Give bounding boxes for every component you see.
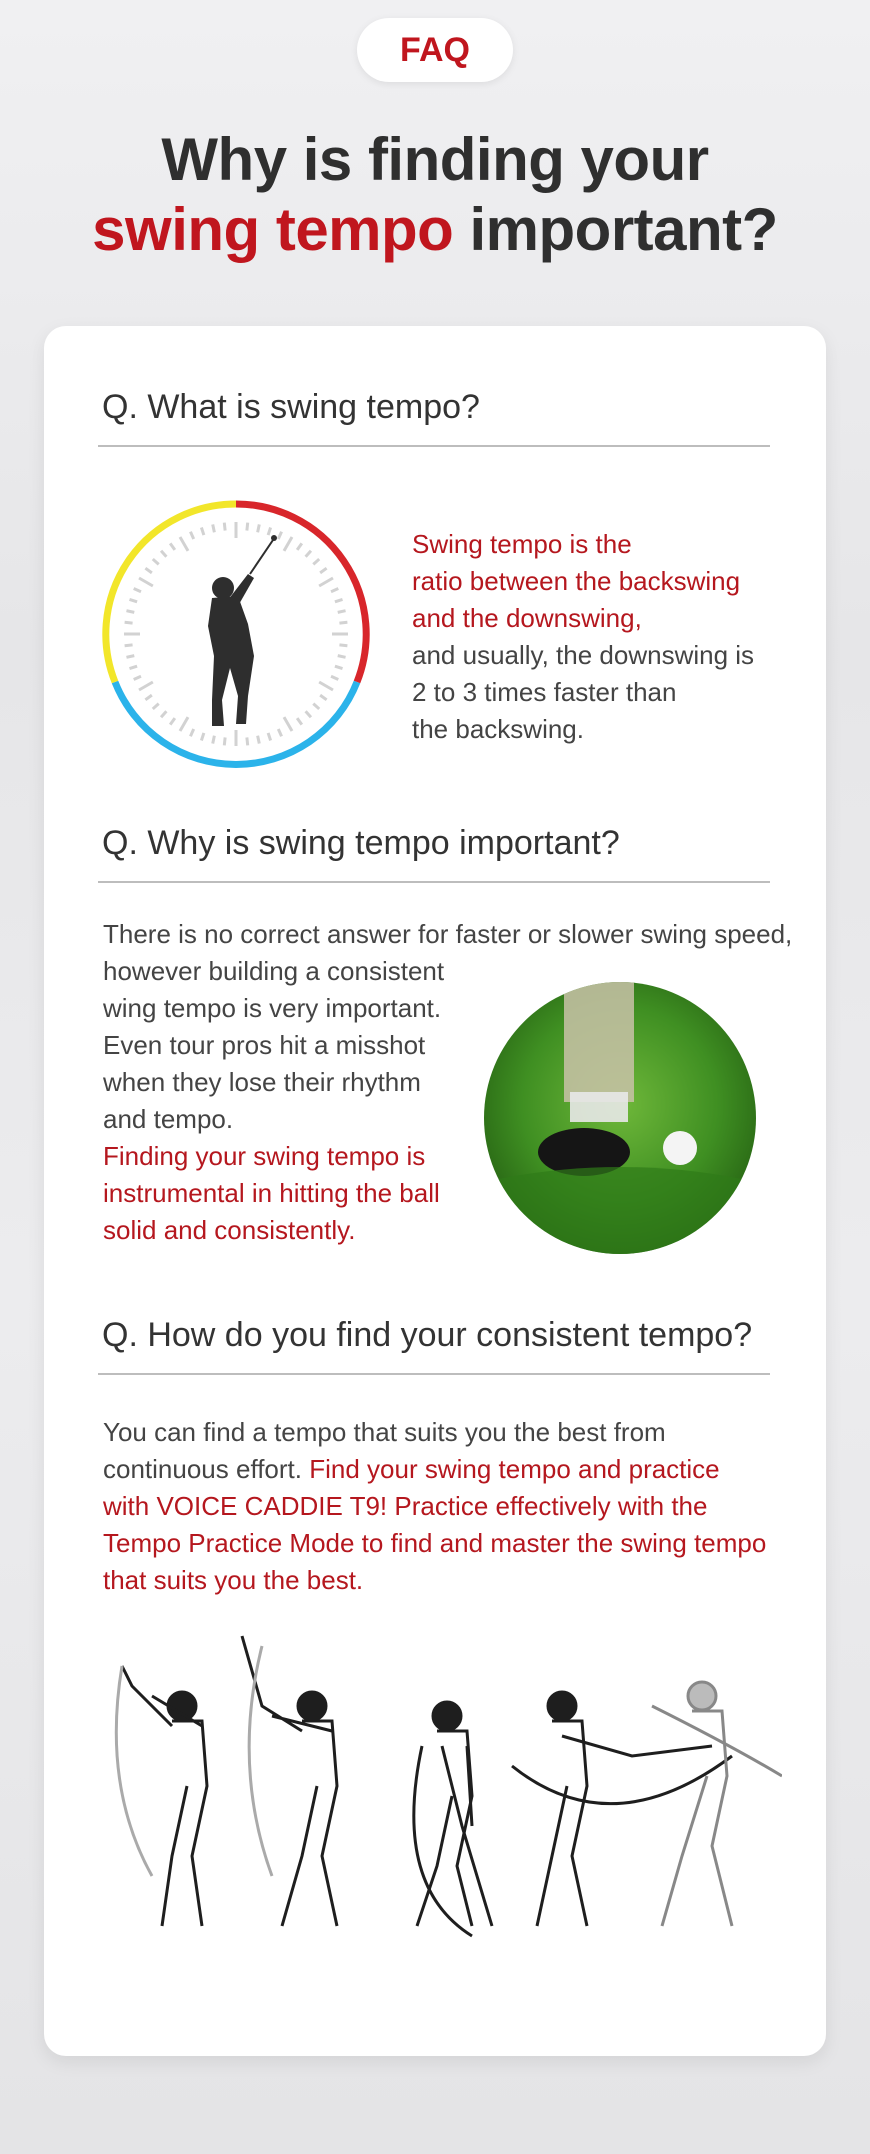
headline-highlight: swing tempo: [92, 196, 454, 263]
clock-tick: [126, 656, 134, 658]
clock-tick: [313, 559, 319, 564]
clock-tick: [278, 729, 281, 736]
definition-line: Swing tempo is the: [412, 529, 632, 559]
clock-tick: [268, 527, 270, 535]
clock-tick: [278, 532, 281, 539]
clock-tick: [320, 568, 326, 573]
clock-tick: [125, 645, 133, 646]
clock-tick: [306, 551, 311, 557]
faq-card: [44, 326, 826, 2056]
faq-badge: FAQ: [357, 18, 513, 82]
headline-line-2: [0, 195, 870, 265]
question-why-important: Q. Why is swing tempo important?: [102, 824, 620, 862]
how-line: that suits you the best.: [103, 1565, 364, 1595]
importance-line: Finding your swing tempo is: [103, 1141, 426, 1171]
importance-line: instrumental in hitting the ball: [103, 1178, 440, 1208]
definition-line: and the downswing,: [412, 603, 642, 633]
tempo-definition: [412, 526, 754, 748]
golf-swing-sequence-illustration: [92, 1626, 782, 1966]
how-line: Tempo Practice Mode to find and master the swing tempo: [103, 1528, 767, 1558]
clock-tick: [320, 695, 326, 700]
clock-tick: [129, 666, 137, 668]
importance-line: wing tempo is very important.: [103, 993, 442, 1023]
headline-line-1: Why is finding your: [161, 126, 709, 193]
clock-tick: [284, 717, 292, 731]
clock-tick: [284, 537, 292, 551]
clock-tick: [297, 718, 302, 724]
clock-tick: [129, 599, 137, 601]
importance-line: Even tour pros hit a misshot: [103, 1030, 426, 1060]
clock-tick: [335, 599, 343, 601]
section-divider: [98, 881, 770, 883]
clock-tick: [331, 588, 338, 591]
clock-tick: [268, 733, 270, 741]
clock-tick: [338, 656, 346, 658]
definition-line: 2 to 3 times faster than: [412, 677, 677, 707]
clock-tick: [319, 682, 333, 690]
how-line: You can find a tempo that suits you the best from: [103, 1417, 666, 1447]
clock-tick: [139, 682, 153, 690]
clock-tick: [161, 711, 166, 717]
clock-tick: [153, 559, 159, 564]
clock-tick: [134, 588, 141, 591]
importance-line: solid and consistently.: [103, 1215, 356, 1245]
clock-tick: [213, 524, 215, 532]
tempo-clock-golfer-icon: [98, 496, 374, 772]
how-line-plain: continuous effort.: [103, 1454, 310, 1484]
clock-tick: [297, 543, 302, 549]
clock-tick: [331, 676, 338, 679]
clock-tick: [258, 524, 260, 532]
how-line-red: Find your swing tempo and practice: [309, 1454, 720, 1484]
clock-tick: [224, 737, 225, 745]
clock-tick: [145, 568, 151, 573]
how-text: [103, 1414, 766, 1599]
clock-tick: [247, 523, 248, 531]
importance-line: There is no correct answer for faster or slower swing speed,: [103, 919, 793, 949]
definition-line: and usually, the downswing is: [412, 640, 755, 670]
clock-tick: [306, 711, 311, 717]
importance-line: however building a consistent: [103, 956, 445, 986]
clock-tick: [335, 666, 343, 668]
clock-tick: [339, 645, 347, 646]
clock-tick: [126, 611, 134, 613]
importance-line: when they lose their rhythm: [103, 1067, 421, 1097]
definition-line: the backswing.: [412, 714, 584, 744]
clock-tick: [161, 551, 166, 557]
clock-tick: [338, 611, 346, 613]
question-how-find: Q. How do you find your consistent tempo?: [102, 1316, 753, 1354]
clock-tick: [319, 578, 333, 586]
page-headline: [0, 125, 870, 265]
clock-tick: [313, 704, 319, 709]
section-divider: [98, 1373, 770, 1375]
importance-line: and tempo.: [103, 1104, 234, 1134]
clock-tick: [170, 543, 175, 549]
clock-tick: [190, 729, 193, 736]
clock-tick: [247, 737, 248, 745]
clock-tick: [190, 532, 193, 539]
clock-tick: [125, 622, 133, 623]
clock-tick: [201, 527, 203, 535]
headline-line-2-rest: important?: [453, 196, 778, 263]
how-line: with VOICE CADDIE T9! Practice effectively with the: [103, 1491, 708, 1521]
clock-tick: [258, 736, 260, 744]
question-what-is-tempo: Q. What is swing tempo?: [102, 388, 480, 426]
how-line: [103, 1451, 766, 1488]
clock-tick: [170, 718, 175, 724]
clock-tick: [339, 622, 347, 623]
clock-tick: [139, 578, 153, 586]
definition-line: ratio between the backswing: [412, 566, 741, 596]
clock-tick: [224, 523, 225, 531]
clock-tick: [213, 736, 215, 744]
clock-tick: [180, 537, 188, 551]
section-divider: [98, 445, 770, 447]
clock-tick: [134, 676, 141, 679]
golf-ball-on-grass-photo: [484, 982, 756, 1254]
clock-tick: [153, 704, 159, 709]
clock-tick: [201, 733, 203, 741]
clock-tick: [145, 695, 151, 700]
clock-tick: [180, 717, 188, 731]
